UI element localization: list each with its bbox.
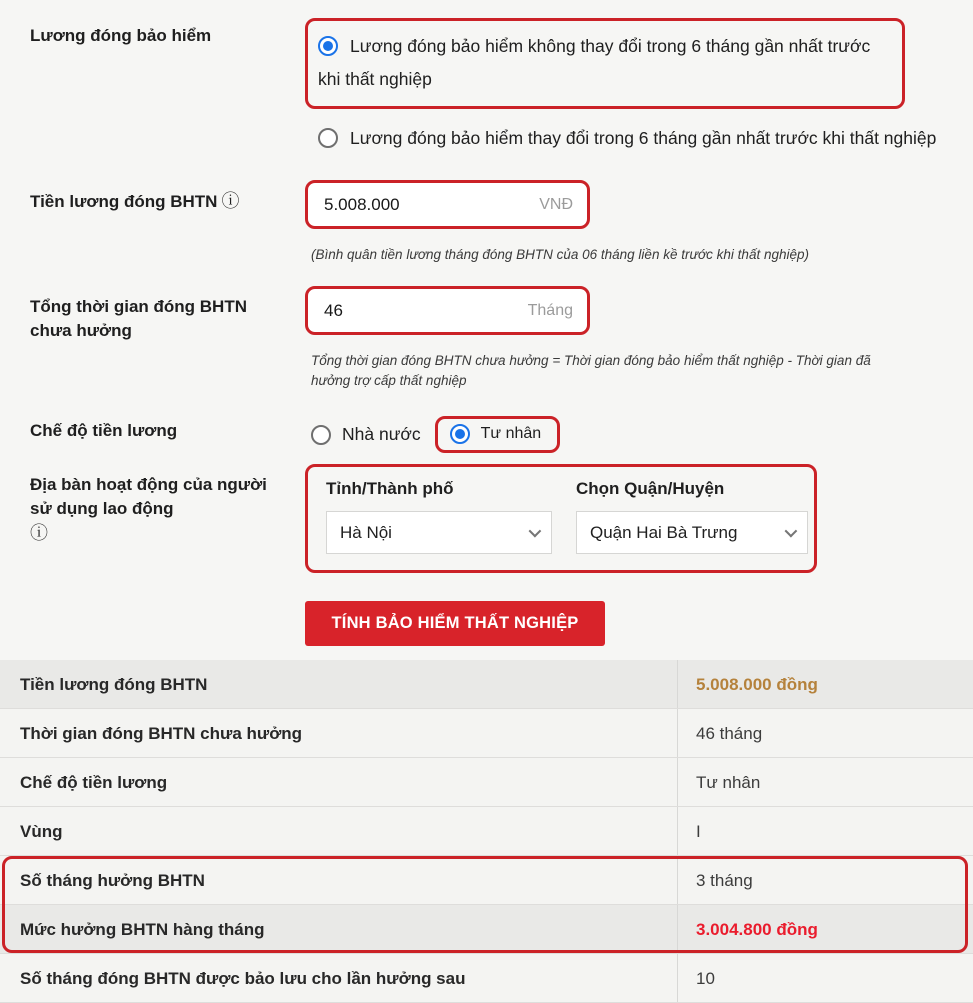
row-label: Vùng <box>20 822 63 841</box>
info-icon[interactable]: ⓘ <box>30 523 48 543</box>
regime-label: Chế độ tiền lương <box>30 421 178 440</box>
radio-option-label: Nhà nước <box>342 424 421 444</box>
radio-option-private[interactable] <box>435 416 561 453</box>
province-select-label: Tỉnh/Thành phố <box>326 479 454 498</box>
table-row <box>0 905 973 954</box>
radio-option-label: Tư nhân <box>480 425 542 442</box>
province-select[interactable] <box>326 511 552 554</box>
highlighted-result-rows <box>0 856 973 954</box>
region-label: Địa bàn hoạt động của người sử dụng lao động ⓘ <box>30 475 267 543</box>
salary-change-row <box>0 15 973 155</box>
row-value: I <box>677 807 973 855</box>
table-row <box>0 856 973 905</box>
row-value: Tư nhân <box>677 758 973 806</box>
province-selected-value: Hà Nội <box>340 522 392 542</box>
row-value: 46 tháng <box>677 709 973 757</box>
info-icon[interactable]: ⓘ <box>221 191 240 211</box>
row-value: 3 tháng <box>677 856 973 904</box>
radio-unselected-icon[interactable] <box>318 128 338 148</box>
radio-selected-icon[interactable] <box>318 36 338 56</box>
duration-input-field <box>305 286 590 335</box>
duration-input-row <box>0 286 973 391</box>
radio-option-label: Lương đóng bảo hiểm thay đổi trong 6 tháng gần nhất trước khi thất nghiệp <box>350 128 937 148</box>
duration-unit-label: Tháng <box>527 301 573 319</box>
chevron-down-icon <box>785 525 798 538</box>
row-label: Số tháng hưởng BHTN <box>20 871 205 890</box>
row-value: 5.008.000 đồng <box>677 660 973 708</box>
salary-input-field <box>305 180 590 229</box>
row-value: 3.004.800 đồng <box>677 905 973 953</box>
district-select[interactable] <box>576 511 808 554</box>
table-row <box>0 954 973 1003</box>
radio-option-salary-changed[interactable] <box>318 122 938 155</box>
duration-note: Tổng thời gian đóng BHTN chưa hưởng = Thời gian đóng bảo hiểm thất nghiệp - Thời gian đã hưởng trợ cấp thất nghiệp <box>311 353 871 388</box>
row-label: Chế độ tiền lương <box>20 773 168 792</box>
calculate-button[interactable]: TÍNH BẢO HIỂM THẤT NGHIỆP <box>305 601 605 646</box>
radio-option-state[interactable] <box>311 424 421 445</box>
radio-selected-icon[interactable] <box>450 424 470 444</box>
row-label: Thời gian đóng BHTN chưa hưởng <box>20 724 303 743</box>
table-row <box>0 709 973 758</box>
radio-option-salary-unchanged[interactable] <box>305 18 905 109</box>
salary-note: (Bình quân tiền lương tháng đóng BHTN của 06 tháng liền kề trước khi thất nghiệp) <box>311 247 809 262</box>
chevron-down-icon <box>529 525 542 538</box>
duration-input[interactable] <box>308 301 528 321</box>
results-table <box>0 660 973 1003</box>
radio-option-label: Lương đóng bảo hiểm không thay đổi trong 6 tháng gần nhất trước khi thất nghiệp <box>318 36 871 89</box>
row-label: Số tháng đóng BHTN được bảo lưu cho lần hưởng sau <box>20 969 466 988</box>
district-select-label: Chọn Quận/Huyện <box>576 479 725 498</box>
salary-input[interactable] <box>308 195 539 215</box>
salary-unit-label: VNĐ <box>539 195 573 213</box>
row-label: Tiền lương đóng BHTN <box>20 675 208 694</box>
region-select-group <box>305 464 817 573</box>
radio-unselected-icon[interactable] <box>311 425 331 445</box>
district-selected-value: Quận Hai Bà Trưng <box>590 522 738 542</box>
duration-input-label: Tổng thời gian đóng BHTN chưa hưởng <box>30 297 247 340</box>
regime-row <box>0 410 973 453</box>
salary-input-label: Tiền lương đóng BHTN ⓘ <box>30 191 240 211</box>
row-label: Mức hưởng BHTN hàng tháng <box>20 920 265 939</box>
region-row <box>0 464 973 573</box>
table-row <box>0 758 973 807</box>
table-row <box>0 807 973 856</box>
table-row <box>0 660 973 709</box>
row-value: 10 <box>677 954 973 1002</box>
salary-change-label: Lương đóng bảo hiểm <box>30 26 212 45</box>
salary-input-row <box>0 180 973 265</box>
